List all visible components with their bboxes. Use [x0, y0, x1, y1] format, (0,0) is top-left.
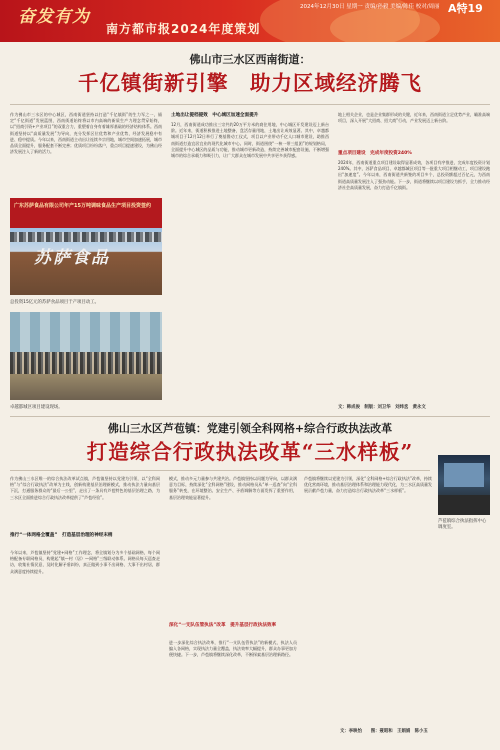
article1-col2-title: 土地出让提档提效 中心城区加速全面提升: [171, 113, 259, 118]
stage-banner-text: 广东苏萨食品有限公司年产15万吨调味食品生产项目投资签约: [14, 203, 151, 209]
article2-col2-title: 深化“一支队伍管执法”改革 提升基层行政执法效率: [169, 623, 277, 628]
article2-section-title: 推行“一体网格全覆盖” 打造基层治理的神经末梢: [10, 533, 113, 538]
banner-decoration: [330, 8, 440, 42]
article1-col3-body: 地上相关企业，也是企业集群形成的关键，近年来，西南街道立足优势产业，瞄准高端项目，深入开展“大招商、招大商”行动，产业发展迈上新台阶。: [338, 112, 490, 124]
article1-col3-body2: 2024年，西南街道重点项目建设取得显著成效，各项目有序推进，完成年度投资计划240%。其中，苏萨食品项目、卓越都城区项目等一批重大项目相继动工，项目建设跑出“加速度”。今年以来，西南街道共新签约项目多个，总投资额超过百亿元，为西南街道高质量发展注入了强劲动能。下一步，街道将继续以项目建设为抓手，全力推动经济社会高质量发展，奋力打造千亿镇街。: [338, 160, 490, 190]
article1-intro: 作为佛山市三水区的中心城区，西南街道坚持以打造“千亿镇街”的生力军之一，锚定“千亿街道”发展蓝图，西南街道始终将以市内高端的新质生产力理念贯穿始终，以“招商引资+产业项目”的双重合力，重塑着自身有着雄厚基础的经济结构体系。西南街道坚持以“高质量发展”为导向，充分发挥区位优势和产业优势，经济发展稳中有进、稳中提质。今年以来，西南街道主动出让连续多宗用地，城市空间加速拓展，城市品质全面提升，服务配套不断完善；优质项目纷纷落户，重点项目提速建设，为佛山经济发展注入了新的活力。: [10, 112, 162, 155]
article1-col3-title: 重点项目建设 完成年度投资240%: [338, 151, 412, 156]
article2-byline: 文：李映怡 图：聂昭和 王娟娟 陈小玉: [340, 729, 428, 734]
crowd: [10, 352, 162, 374]
article1-location-line: 佛山市三水区西南街道：: [189, 53, 311, 66]
article1-headline: 千亿镇街新引擎 助力区域经济腾飞: [78, 71, 422, 95]
page-banner: [0, 0, 500, 42]
monitor-screen: [444, 463, 484, 487]
photo-overlay-text: 苏萨食品: [34, 248, 110, 268]
building-facade: [10, 312, 162, 352]
article2-headline: 打造综合行政执法改革“三水样板”: [86, 440, 414, 464]
banner-subtitle: 南方都市报2024年度策划: [106, 22, 261, 36]
banner-title: 奋发有为: [18, 7, 90, 27]
divider: [10, 416, 490, 417]
article2-section-body: 今年以来，芦苞镇坚持“党建+网格”工作理念，将全镇划分为多个基础网格，每个网格配备专职网格员，构建起“镇—村（居）—网格”三级联动体系。网格员每天巡查走访，收集社情民意，及时化解矛盾纠纷，真正做到小事不出网格、大事不出村居，群众满意度持续提升。: [10, 550, 160, 574]
issue-date: 2024年12月30日 星期一 责编/孙毅 美编/陈佳 校对/周丽: [300, 4, 440, 10]
article1-col2-body: 12月，西南街道成功推出三宗共约20万平方米的商住用地，中心城区开发建设迈上新台阶。近年来，街道积极推进土地整备，盘活存量用地，土地出让成效显著。其中，卓越都城项目于12月12日举行了奠基暨动工仪式，项目以产业带动千亿人口城市建设，助推西南街道打造宜居宜业的现代化城市中心。同时，街道围绕“一核一带三组团”的规划格局，全面提升中心城区的品质与功能，推动城市更新改造，持续完善城市配套设施，不断增强城市的综合承载力和吸引力，让广大群众在城市发展中共享更多获得感。: [171, 122, 329, 159]
page-number: A特19: [448, 2, 483, 15]
desk: [438, 495, 490, 515]
command-center-photo: [438, 455, 490, 515]
construction-site-photo: [10, 312, 162, 400]
photo3-caption: 芦苞镇综合执法指挥中心调度室。: [438, 519, 487, 530]
article2-intro: 作为佛山三水区唯一的综合执法改革试点镇，芦苞镇坚持以党建为引领，以“全科网格”与“综合行政执法”改革为主线，创新构建基层治理新模式，推动执法力量向基层下沉，打通服务群众的“最后一公里”，走出了一条具有芦苞特色的基层治理之路，为三水区全面推进综合行政执法改革提供了“芦苞经验”。: [10, 476, 160, 500]
article2-col3-body: 芦苞镇将继续以党建为引领，深化“全科网格+综合行政执法”改革，持续优化营商环境，推动基层治理体系和治理能力现代化，为三水区高质量发展贡献芦苞力量，奋力打造综合行政执法改革“三水样板”。: [304, 476, 432, 494]
signing-ceremony-photo: [10, 198, 162, 295]
article1-byline: 文：韩成俊 制版：刘卫华 刘炜丞 黄永文: [338, 405, 426, 410]
photo2-caption: 卓越都城区项目建设现场。: [10, 405, 63, 410]
article2-col2-body2: 进一步深化综合执法改革，推行“一支队伍管执法”的新模式，执法人员编入各网格，实现执法力量全覆盖，执法效率大幅提升，群众办事更加方便快捷。下一步，芦苞镇将继续深化改革，不断探索基层治理新路径。: [169, 640, 297, 658]
article2-location-line: 佛山三水区芦苞镇：党建引领全科网格+综合行政执法改革: [107, 422, 393, 435]
divider: [10, 470, 430, 471]
attendees: [10, 232, 162, 242]
article2-col2-body: 模式，推动多元力量参与共建共治。芦苞镇坚持以问题为导向，以群众满意为目标，持续深化“全科网格”建设，推动网格员从“单一巡查”向“全科服务”转变，在环境整治、安全生产、矛盾调解等方面发挥了重要作用，基层治理效能显著提升。: [169, 476, 297, 500]
photo1-caption: 总投资15亿元的苏萨食品项目于产项目动工。: [10, 300, 100, 305]
divider: [10, 104, 490, 105]
